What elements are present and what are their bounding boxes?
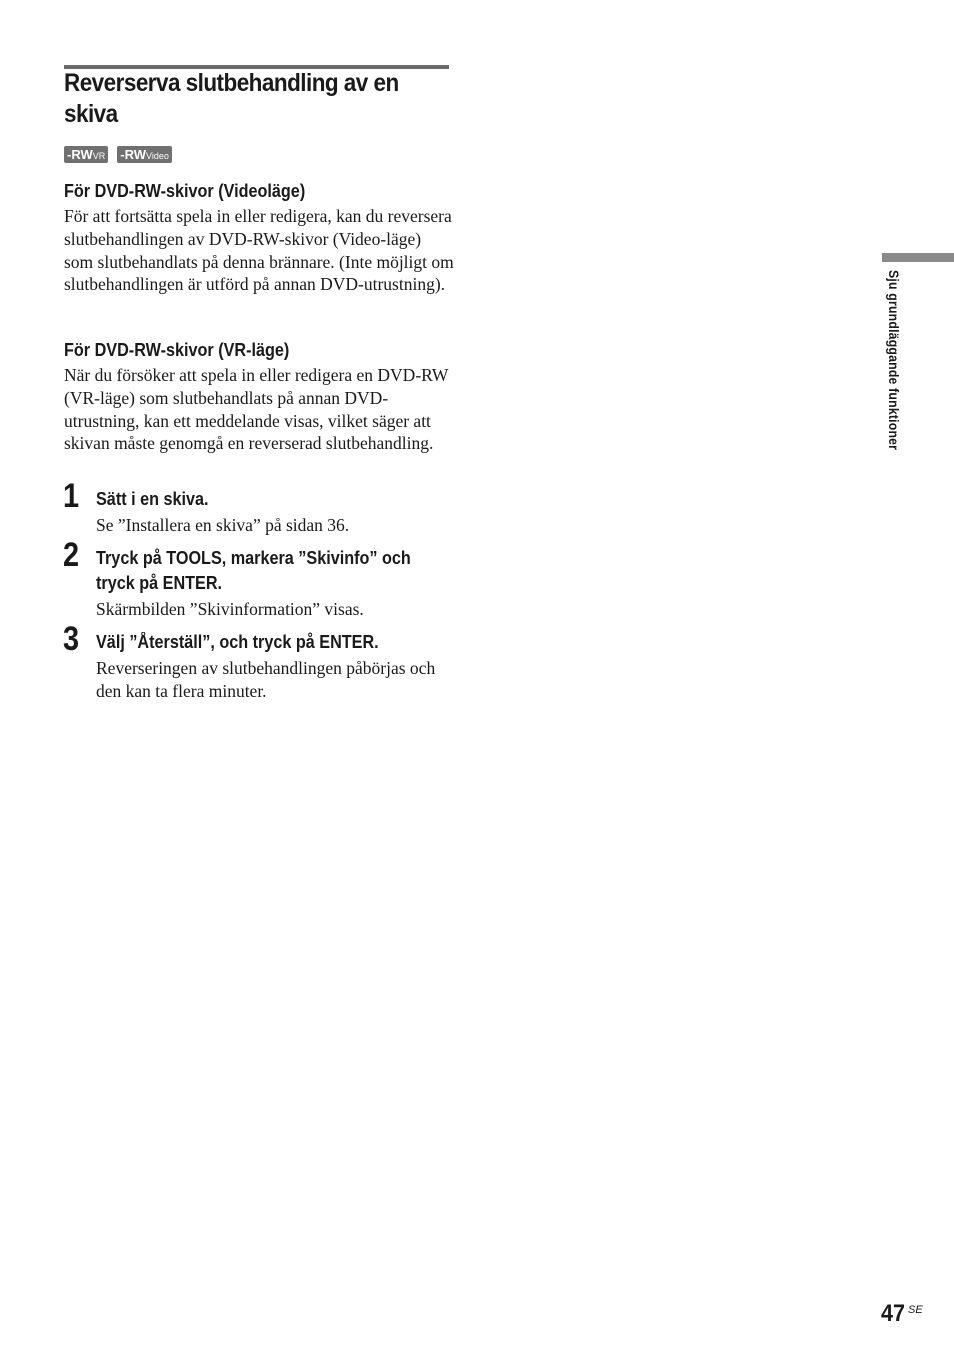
step-2-body: Skärmbilden ”Skivinformation” visas. [96,599,364,619]
step-3-number: 3 [63,620,80,658]
disc-type-badges [64,146,172,163]
step-2-heading: Tryck på TOOLS, markera ”Skivinfo” och tryck på ENTER. [96,548,411,593]
step-1-number: 1 [63,477,80,515]
step-1-body: Se ”Installera en skiva” på sidan 36. [96,515,350,535]
video-mode-body: För att fortsätta spela in eller redigera, kan du reversera slutbehandlingen av DVD-RW-skivor (Video-läge) som slutbehandlats på denna brännare. (Inte möjligt om slutbehandlingen är utförd på annan DVD-utrustning). [64,206,454,295]
page-number: 47 [881,1300,906,1327]
section-title: Reverserva slutbehandling av en skiva [64,69,399,128]
rw-video-badge [117,146,172,163]
vr-mode-heading: För DVD-RW-skivor (VR-läge) [64,340,290,360]
step-3-body: Reverseringen av slutbehandlingen påbörjas och den kan ta flera minuter. [96,658,436,701]
vr-mode-body: När du försöker att spela in eller redigera en DVD-RW (VR-läge) som slutbehandlats på annan DVD-utrustning, kan ett meddelande visas, vilket säger att skivan måste genomgå en reverserad slutbehandling. [64,365,449,454]
side-tab-label: Sju grundläggande funktioner [886,270,902,451]
rw-vr-badge [64,146,108,163]
step-2-number: 2 [63,536,80,574]
badge-sub: VR [92,151,106,161]
badge-sub: Video [146,151,169,161]
page-suffix: SE [908,1304,923,1316]
step-1-heading: Sätt i en skiva. [96,489,209,509]
side-tab-marker [882,253,954,262]
step-3-heading: Välj ”Återställ”, och tryck på ENTER. [96,632,379,652]
badge-main: -RW [120,147,147,162]
video-mode-heading: För DVD-RW-skivor (Videoläge) [64,181,306,201]
badge-main: -RW [67,147,93,162]
